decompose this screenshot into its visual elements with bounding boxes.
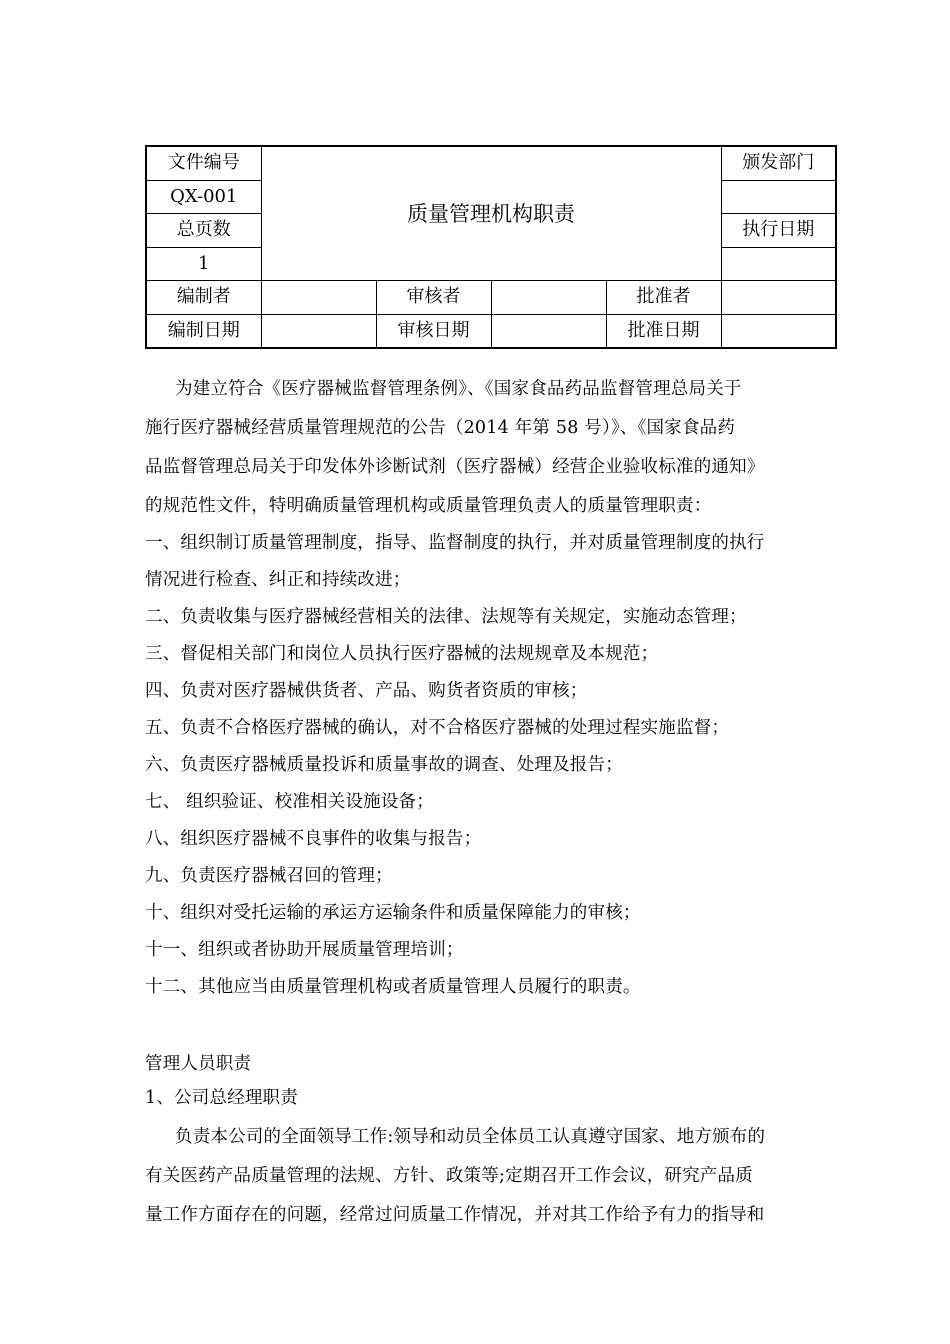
reviewer-label: 审核者	[376, 281, 491, 315]
reviewer-value	[491, 281, 606, 315]
gm-duty-line: 量工作方面存在的问题，经常过问质量工作情况，并对其工作给予有力的指导和	[145, 1205, 765, 1225]
issuing-dept-label: 颁发部门	[721, 146, 836, 180]
duty-line: 五、负责不合格医疗器械的确认，对不合格医疗器械的处理过程实施监督；	[145, 718, 730, 738]
duty-line: 三、督促相关部门和岗位人员执行医疗器械的法规规章及本规范；	[145, 644, 659, 664]
subsection-title: 1、公司总经理职责	[145, 1088, 298, 1108]
duty-line: 四、负责对医疗器械供货者、产品、购货者资质的审核；	[145, 681, 588, 701]
file-no-value: QX-001	[146, 180, 261, 214]
duty-line: 二、负责收集与医疗器械经营相关的法律、法规等有关规定，实施动态管理；	[145, 607, 747, 627]
gm-duty-line: 有关医药产品质量管理的法规、方针、政策等;定期召开工作会议，研究产品质	[145, 1166, 753, 1186]
duty-line: 十、组织对受托运输的承运方运输条件和质量保障能力的审核；	[145, 903, 641, 923]
duty-line: 一、组织制订质量管理制度，指导、监督制度的执行，并对质量管理制度的执行	[145, 533, 765, 553]
duty-line: 七、 组织验证、校准相关设施设备；	[145, 792, 434, 812]
document-title-cell	[261, 146, 721, 281]
intro-line: 施行医疗器械经营质量管理规范的公告（2014 年第 58 号）》、《国家食品药	[145, 418, 736, 438]
duty-line: 十一、组织或者协助开展质量管理培训；	[145, 940, 464, 960]
exec-date-label: 执行日期	[721, 214, 836, 248]
duty-line: 八、组织医疗器械不良事件的收集与报告；	[145, 829, 482, 849]
approver-label: 批准者	[606, 281, 721, 315]
duty-line: 六、负责医疗器械质量投诉和质量事故的调查、处理及报告；	[145, 755, 623, 775]
issuing-dept-value	[721, 180, 836, 214]
compile-date-label: 编制日期	[146, 314, 261, 348]
review-date-value	[491, 314, 606, 348]
approver-value	[721, 281, 836, 315]
total-pages-label: 总页数	[146, 214, 261, 248]
intro-line: 的规范性文件，特明确质量管理机构或质量管理负责人的质量管理职责：	[145, 496, 712, 516]
compiler-value	[261, 281, 376, 315]
approve-date-label: 批准日期	[606, 314, 721, 348]
approve-date-value	[721, 314, 836, 348]
exec-date-value	[721, 247, 836, 281]
compile-date-value	[261, 314, 376, 348]
duty-line: 十二、其他应当由质量管理机构或者质量管理人员履行的职责。	[145, 977, 641, 997]
total-pages-value: 1	[146, 247, 261, 281]
document-title: 质量管理机构职责	[407, 201, 575, 226]
duty-line: 情况进行检查、纠正和持续改进；	[145, 570, 411, 590]
compiler-label: 编制者	[146, 281, 261, 315]
review-date-label: 审核日期	[376, 314, 491, 348]
intro-line: 品监督管理总局关于印发体外诊断试剂（医疗器械）经营企业验收标准的通知》	[145, 457, 765, 477]
file-no-label: 文件编号	[146, 146, 261, 180]
duty-line: 九、负责医疗器械召回的管理；	[145, 866, 393, 886]
document-header-table	[145, 145, 837, 349]
gm-duty-line: 负责本公司的全面领导工作:领导和动员全体员工认真遵守国家、地方颁布的	[175, 1127, 766, 1147]
section-title: 管理人员职责	[145, 1054, 252, 1074]
intro-line: 为建立符合《医疗器械监督管理条例》、《国家食品药品监督管理总局关于	[175, 379, 742, 399]
